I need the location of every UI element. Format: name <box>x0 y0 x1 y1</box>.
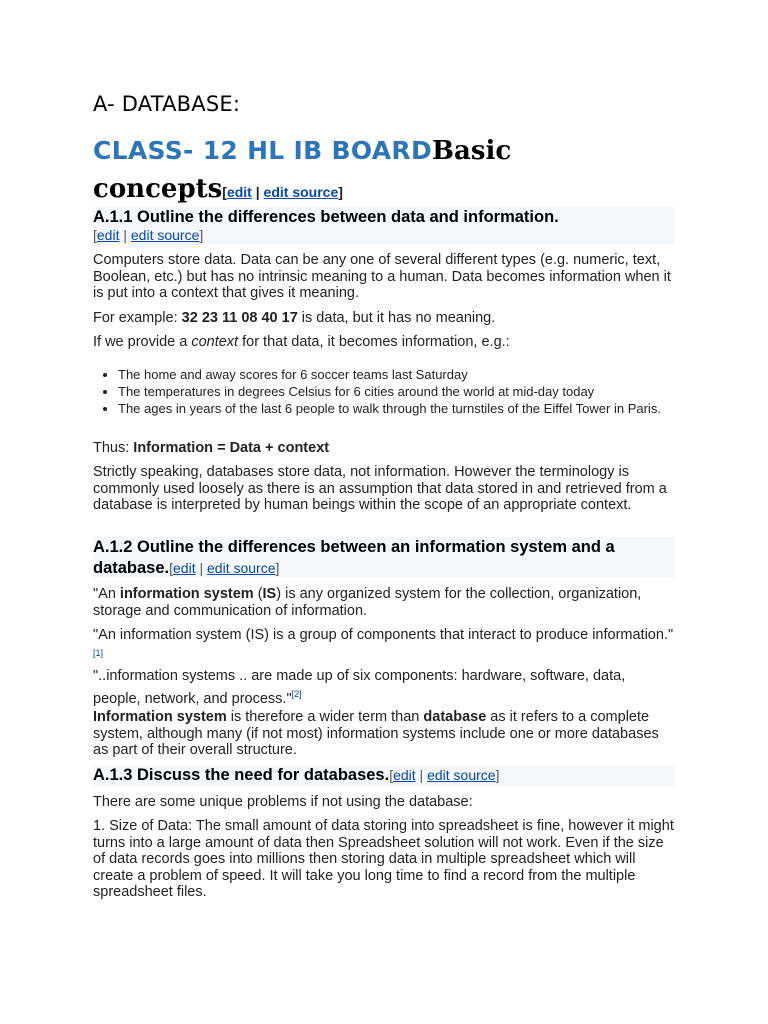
section-a12-header <box>93 537 675 578</box>
section-a13-edit-links: [edit | edit source] <box>389 767 500 783</box>
edit-source-link[interactable]: edit source <box>263 184 339 200</box>
database-heading: A- DATABASE: <box>93 92 241 116</box>
is3-text: "..information systems .. are made up of six components: hardware, software, data, people, network, and process." <box>93 668 626 707</box>
is1-abbr: IS <box>262 586 277 602</box>
paragraph-size-of-data: 1. Size of Data: The small amount of data storing into spreadsheet is fine, however it might turns into a large amount of data then Spreadsheet solution will not work. Even if the size of data records goes into millions then storing data in multiple spreadsheet which will create a problem of speed. It will take you long time to find a record from the multiple spreadsheet files. <box>93 818 674 900</box>
paragraph-is-definition-1 <box>93 586 675 619</box>
paragraph-is-vs-database <box>93 709 675 759</box>
page-title <box>93 134 675 209</box>
section-a11-header <box>93 207 675 244</box>
paragraph-terminology: Strictly speaking, databases store data, not information. However the terminology is commonly used loosely as there is an assumption that data stored in and retrieved from a database is interpreted by human beings within the scope of an appropriate context. <box>93 464 667 513</box>
edit-link[interactable]: edit <box>393 767 416 783</box>
is1-text-end: ) is any organized system for the collection, organization, storage and communication of information. <box>93 586 642 619</box>
is1-text: "An <box>93 586 120 602</box>
class-line: CLASS- 12 HL IB BOARD <box>93 136 432 165</box>
section-a12-edit-links: [edit | edit source] <box>169 560 280 576</box>
is1-paren: ( <box>253 586 263 602</box>
is4-text-end: as it refers to a complete system, although many (if not most) information systems include one or more databases as part of their overall structure. <box>93 709 659 758</box>
is1-bold: information system <box>119 586 254 602</box>
paragraph-problems-intro: There are some unique problems if not using the database: <box>93 794 473 810</box>
list-item: • The temperatures in degrees Celsius for 6 cities around the world at mid-day today <box>118 384 700 399</box>
section-a12-title: A.1.2 Outline the differences between an information system and a database. <box>93 538 615 577</box>
section-a12-title-wrap <box>93 537 675 579</box>
reference-link-1[interactable]: [1] <box>93 647 104 658</box>
paragraph-is-definition-3 <box>93 668 675 707</box>
context-text-end: for that data, it becomes information, e.g.: <box>238 334 510 350</box>
paragraph-data-intro: Computers store data. Data can be any one of several different types (e.g. numeric, text, Boolean, etc.) but has no intrinsic meaning to a human. Data becomes information when it is put into a context that gives it meaning. <box>93 252 671 301</box>
section-a11-edit-links: [edit | edit source] <box>93 227 204 243</box>
paragraph-thus <box>93 440 675 457</box>
example-text-end: is data, but it has no meaning. <box>297 310 496 326</box>
context-italic: context <box>191 334 239 350</box>
title-basic: Basic <box>432 136 512 166</box>
context-text: If we provide a <box>93 334 192 350</box>
is4-bold-2: database <box>423 709 487 725</box>
edit-source-link[interactable]: edit source <box>207 560 276 576</box>
example-text: For example: <box>93 310 182 326</box>
title-concepts: concepts <box>93 174 223 204</box>
section-a11-title: A.1.1 Outline the differences between data and information. <box>93 208 559 226</box>
thus-formula: Information = Data + context <box>133 440 330 456</box>
edit-link[interactable]: edit <box>173 560 196 576</box>
paragraph-example <box>93 310 675 327</box>
paragraph-context <box>93 334 675 351</box>
edit-source-link[interactable]: edit source <box>130 227 200 243</box>
thus-text: Thus: <box>93 440 134 456</box>
example-numbers: 32 23 11 08 40 17 <box>181 310 298 326</box>
section-a13-header <box>93 765 675 787</box>
section-a13-title-wrap <box>93 765 675 786</box>
is4-text: is therefore a wider term than <box>226 709 424 725</box>
list-item: • The ages in years of the last 6 people to walk through the turnstiles of the Eiffel Tower in Paris. <box>118 401 700 416</box>
list-item: • The home and away scores for 6 soccer teams last Saturday <box>118 367 700 382</box>
edit-source-link[interactable]: edit source <box>427 767 496 783</box>
examples-list <box>93 367 700 418</box>
is4-bold-1: Information system <box>93 709 227 725</box>
title-edit-links: [edit | edit source] <box>222 184 343 200</box>
edit-link[interactable]: edit <box>96 227 120 243</box>
paragraph-is-definition-2 <box>93 627 675 666</box>
is2-text: "An information system (IS) is a group of components that interact to produce information." <box>93 627 674 643</box>
section-a13-title: A.1.3 Discuss the need for databases. <box>93 766 390 784</box>
edit-link[interactable]: edit <box>226 184 252 200</box>
reference-link-2[interactable]: [2] <box>291 688 302 699</box>
